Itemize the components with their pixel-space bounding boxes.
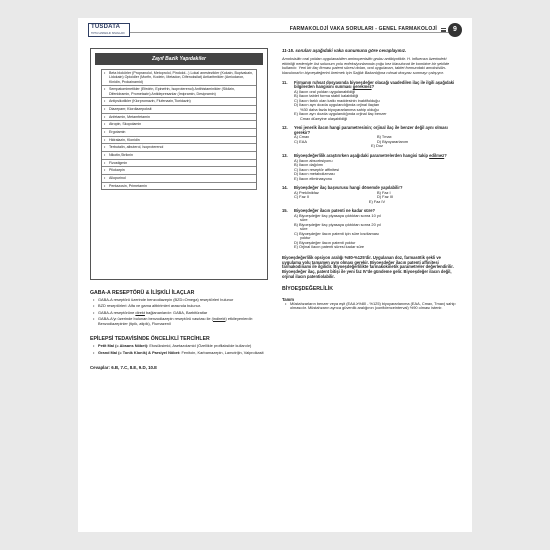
- text-span: Firmanın ruhsat dosyasında biyoeşdeğer olacağı vaadedilen ilaç ile ilgili aşağıdaki bilgilerden hangisini sunması: [294, 79, 455, 90]
- menu-lines-icon: [441, 28, 446, 32]
- option: B) Faz I: [377, 189, 391, 195]
- options: [282, 200, 460, 205]
- option: C) İlacın reseptör affinitesi: [294, 166, 340, 172]
- option: A) Preklinikfaz: [294, 189, 319, 195]
- text-span: bağlananlardır: GABA, Barbitüratlar: [144, 309, 208, 315]
- epilepsy-heading: EPİLEPSİ TEDAVİSİNDE ÖNCELİKLİ TERCİHLER: [90, 336, 210, 343]
- text-span: ) etkileyenlerdir: Benzodiazepinler (tipik, atipik), Flumazenil: [98, 315, 253, 326]
- option: C) Faz II: [294, 194, 309, 200]
- list-item: • Hidralazin, Klonidin: [102, 137, 256, 145]
- text-span: ?: [371, 84, 375, 90]
- options: [282, 90, 460, 122]
- epilepsy-bullet: [90, 344, 268, 349]
- option: D) İlacın metabolizması: [294, 171, 335, 177]
- question-number: 14.: [282, 185, 288, 191]
- options: [282, 144, 460, 149]
- question-number: 11.: [282, 79, 288, 85]
- definition-heading: Tanım: [282, 296, 295, 302]
- case-intro-heading: 11-15. soruları aşağıdaki vaka sunumuna göre cevaplayınız.: [282, 48, 407, 53]
- question-15: [282, 209, 460, 250]
- options: [282, 214, 460, 250]
- option: B) İlacın tablet forma stabil kalabildiği: [294, 93, 359, 99]
- list-item: • Diazepam; Klordiazepoksit: [102, 106, 256, 114]
- option: D) Biyoyararlanım: [377, 138, 409, 144]
- question-text: Biyoeşdeğer ilaç başvurusu hangi dönemde yapılabilir?: [294, 185, 403, 191]
- option: E) Faz IV: [368, 198, 386, 204]
- option: C) Biyoeşdeğer ilacın patenti için süre kısıtlaması: [294, 230, 379, 236]
- header-rule: [122, 32, 450, 33]
- answers-line: Cevaplar: 6.B, 7.C, 8.E, 9.D, 10.E: [90, 365, 158, 371]
- option: A) İlacın oral yoldan uygulanabildiği: [294, 88, 356, 94]
- gaba-bullet: • GABA-A reseptörü üzerinde benzodiazepin (BZD=Omega) reseptörleri bulunur: [90, 298, 268, 303]
- text-span: GABA-A reseptörüne: [98, 309, 136, 315]
- gaba-heading: GABA-A RESEPTÖRÜ & İLİŞKİLİ İLAÇLAR: [90, 290, 195, 296]
- gaba-bullet: [90, 311, 268, 316]
- option: A) İlacın absorbsiyonu: [294, 157, 333, 163]
- list-item: • Antipsikotikler (Klorpromazin, Flufenazin,Tioridazin): [102, 98, 256, 106]
- option: C) EAA: [294, 138, 307, 144]
- question-13: [282, 154, 460, 181]
- option: E) İlacın eliminasyonu: [294, 175, 333, 181]
- question-number: 12.: [282, 125, 288, 131]
- underlined-text: indirekt: [212, 315, 226, 321]
- option: E) İlacın ayrı dozda uygulandığında orjinal ilaç benzer: [294, 111, 387, 117]
- box-title: Zayıf Bazik Yapıdakiler: [95, 53, 263, 65]
- weak-base-box: [90, 48, 268, 280]
- document-page: [78, 18, 472, 532]
- epilepsy-bullet: [90, 351, 268, 356]
- question-text: Biyoeşdeğer ilacın patenti ne kadar süre?: [294, 208, 375, 214]
- publisher-logo: [88, 23, 130, 37]
- page-header: [78, 18, 472, 40]
- page-number: 9: [448, 23, 462, 37]
- list-item: • Allopurinol: [102, 175, 256, 183]
- option: B) Biyoeşdeğer ilaç piyasaya çıktıktan sonra 20 yıl: [294, 221, 381, 227]
- logo-name: TUSDATA: [91, 24, 121, 30]
- text-span: Fenitoin, Karbamazepin, Lamotrijin, Valproikasit: [180, 349, 264, 355]
- list-item: • Pilokarpin: [102, 167, 256, 175]
- list-item: • Beta blokörler (Propranolol, Metoprolol, Pindolol...) Lokal anestezikler (Kokain, Bupivakain, Lidokain) Opioidler (Morfin, Kodein, Metadon, Difenoksilat) Antiaritmikler (Amiodaron, Kinidin, Prokainamid): [102, 70, 256, 86]
- list-item: • Ergotamin: [102, 129, 256, 137]
- text-span: Etosüksimid, Asetazolamid (Özellikle profilaksiide kullanılır): [148, 343, 252, 349]
- question-number: 15.: [282, 208, 288, 214]
- logo-subtitle: TIPTA UZMANLIK SINAVLARI: [91, 32, 125, 35]
- list-item: • Pentazosin, Primetamin: [102, 183, 256, 190]
- bold-text: Petit Mal (= Absans Nöbet):: [98, 343, 149, 349]
- question-11: [282, 81, 460, 122]
- option: C) İlacın farklı olan katkı maddesinin inaktifolduğu: [294, 97, 380, 103]
- question-number: 13.: [282, 152, 288, 158]
- definition-bullet: • Müstahzarların benzer veya eşit (EAA ≥%80 - %125) biyoyararlanıma (EAA, Cmax, Tmax) sahip olmasıdır. Müstahzarın ayrıca güvenlik aralığının (confidenceinterval) %90 olması istenir.: [282, 302, 460, 311]
- question-14: [282, 186, 460, 204]
- option-cont: %30 daha fazla biyoyararlanıma sahip olduğu: [300, 106, 379, 112]
- option-cont: Cmax düzeyine ulaşabildiği: [300, 115, 348, 121]
- underlined-text: edilmez: [429, 152, 445, 158]
- option: A) Cmax: [294, 134, 310, 140]
- gaba-bullet: [90, 317, 268, 326]
- option-cont: yoktur: [300, 235, 311, 241]
- question-12: [282, 126, 460, 149]
- option: E) Orjinal ilacın patenti süresi kadar süre: [294, 244, 365, 250]
- case-text: Amoksisilin oral yoldan uygulanabilen aminopenisilin grubu antibiyotiktir. H. influenza üzerindeki etkinliği nedeniyle üst solunum yolu enfeksiyonlarında çoğu kez klavulonat ile kombine bir şekilde kullanılır. Yeni bir ilaç firması patent süresi dolan, oral uygulanan, tablet formundaki amoksisilin-klavulonat'ın biyoeşdeğerini üretmek için Sağlık Bakanlığına ruhsat dosyası sunmayı çalışıyor.: [282, 56, 450, 75]
- drug-list: [101, 69, 257, 190]
- list-item: • Terbutalin, albuterol, İsoproterenol: [102, 144, 256, 152]
- list-item: • Sempatomimetikler (Efedrin, Epinefrin, İsoproterenol) Antihistaminikler (Siklizin, Difenidramin, Prometazin) Antidepresanlar (İmipramin, Desipramin): [102, 86, 256, 98]
- option: B) Tmax: [377, 134, 392, 140]
- option-cont: süre: [300, 226, 308, 232]
- text-span: ?: [444, 152, 447, 158]
- question-text: Yeni jenerik ilacın hangi parametresinin; orjinal ilaç ile benzer değil aynı olması gerekir?: [294, 125, 448, 135]
- option: B) İlacın dağılımı: [294, 162, 324, 168]
- list-item: • Nikotin,Striknin: [102, 152, 256, 160]
- bold-text: Grand Mal (= Tonik Klonik) & Parsiyel Nöbet:: [98, 349, 181, 355]
- option: D) Biyoeşdeğer ilacın patenti yoktur: [294, 239, 356, 245]
- explanation-paragraph: Biyoeşdeğerlilik opsiyon aralığı %80-%125'dir. Uygulanan doz, farmasötik şekli ve uygulama yolu tamamen aynı olması gerekir. Biyoeşdeğer ilacın patenti affinitesi farmakodinami ile ilgilidir. Biyoeşdeğerlilikte farmakokinetik parametreler değerlendirilir. Biyoeşdeğer ilaç, patent bitişi ile yeni faz IV'de gündeme gelir. Biyoeşdeğer ilacın değil, orjinal ilacın patentiolabilir.: [282, 254, 454, 279]
- bioequivalence-heading: BİYOEŞDEĞERLİLİK: [282, 285, 334, 292]
- header-title: FARMAKOLOJİ VAKA SORULARI - GENEL FARMAKOLOJİ: [287, 26, 440, 32]
- option: A) Biyoeşdeğer ilaç piyasaya çıktıktan sonra 10 yıl: [294, 212, 381, 218]
- underlined-text: direkt: [135, 309, 145, 315]
- option: E) Doz: [371, 143, 383, 149]
- list-item: • Fizostigmin: [102, 160, 256, 168]
- right-column: [282, 48, 460, 313]
- option: D) Faz III: [377, 194, 393, 200]
- option-cont: süre: [300, 217, 308, 223]
- option: D) İlacın ayrı dozda uygulandığında orjinal ilaçtan: [294, 102, 380, 108]
- text-span: Biyoeşdeğerlilik araştırırken aşağıdaki parametrelerden hangisi takip: [294, 152, 430, 158]
- list-item: • Atropin, Skopolamin: [102, 121, 256, 129]
- gaba-bullet: • BZD reseptörleri: Alfa ve gama altbirimleri arasında bulunur.: [90, 304, 268, 309]
- options: [282, 159, 460, 182]
- list-item: • Anfetamin, Metamfetamin: [102, 114, 256, 122]
- underlined-text: gerekmez: [352, 84, 372, 90]
- left-column: [90, 48, 268, 370]
- text-span: GABA-A'yı üzerinde bulunan benzodiazepin reseptörü vasıtası ile (: [98, 315, 213, 321]
